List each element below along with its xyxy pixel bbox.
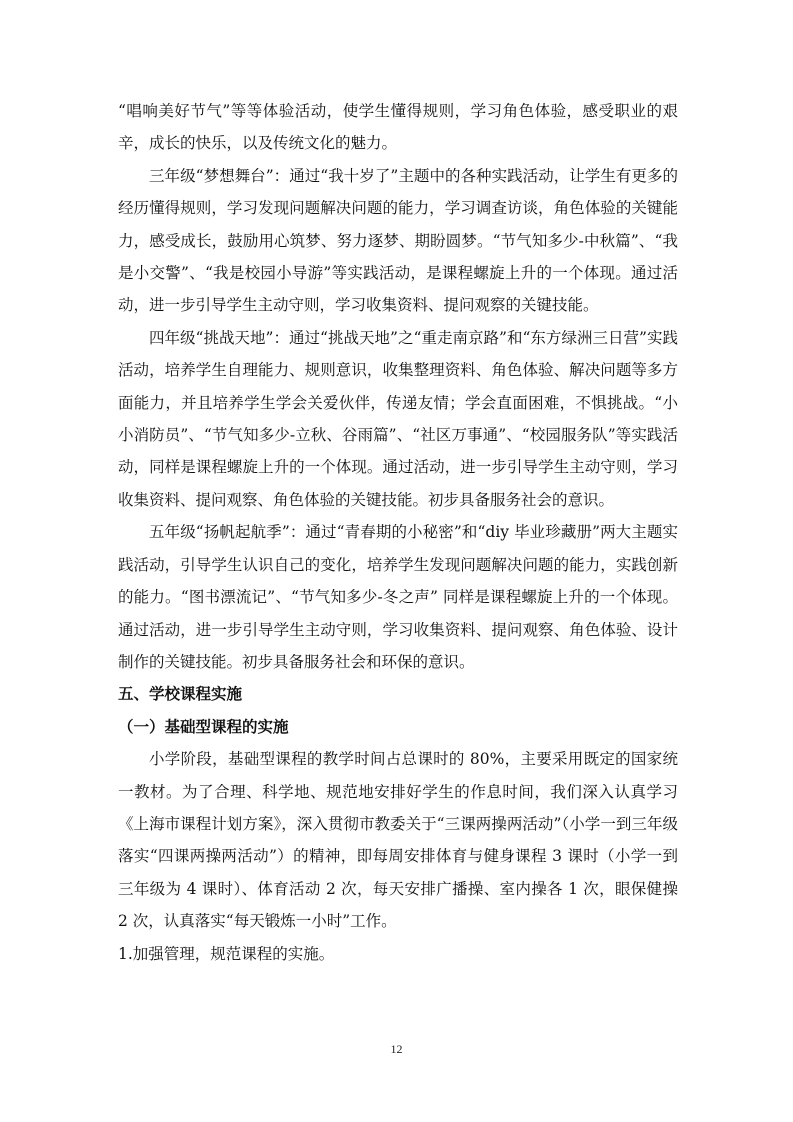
paragraph-grade-4: 四年级“挑战天地”：通过“挑战天地”之“重走南京路”和“东方绿洲三日营”实践活动，培养学生自理能力、规则意识，收集整理资料、角色体验、解决问题等多方面能力，并且培养学生学会关爱伙伴，传递友情；学会直面困难，不惧挑战。“小小消防员”、“节气知多少-立秋、谷雨篇”、“社区万事通”、“校园服务队”等实践活动，同样是课程螺旋上升的一个体现。通过活动，进一步引导学生主动守则，学习收集资料、提问观察、角色体验的关键技能。初步具备服务社会的意识。 <box>118 328 678 509</box>
subsection-heading: （一）基础型课程的实施 <box>118 717 289 736</box>
body-text <box>118 95 678 970</box>
paragraph-basic-curriculum: 小学阶段，基础型课程的教学时间占总课时的 80%，主要采用既定的国家统一教材。为了合理、科学地、规范地安排好学生的作息时间，我们深入认真学习《上海市课程计划方案》，深入贯彻市教委关于“三课两操两活动”（小学一到三年级落实“四课两操两活动”）的精神，即每周安排体育与健身课程 3 课时（小学一到三年级为 4 课时）、体育活动 2 次，每天安排广播操、室内操各 1 次，眼保健操 2 次，认真落实“每天锻炼一小时”工作。 <box>118 750 678 931</box>
paragraph-grade-3: 三年级“梦想舞台”：通过“我十岁了”主题中的各种实践活动，让学生有更多的经历懂得规则，学习发现问题解决问题的能力，学习调查访谈，角色体验的关键能力，感受成长，鼓励用心筑梦、努力逐梦、期盼圆梦。“节气知多少-中秋篇”、“我是小交警”、“我是校园小导游”等实践活动，是课程螺旋上升的一个体现。通过活动，进一步引导学生主动守则，学习收集资料、提问观察的关键技能。 <box>118 166 678 315</box>
section-heading: 五、学校课程实施 <box>118 685 243 704</box>
page-number: 12 <box>390 1042 403 1056</box>
list-item: 1.加强管理，规范课程的实施。 <box>118 944 335 963</box>
paragraph-grade-5: 五年级“扬帆起航季”：通过“青春期的小秘密”和“diy 毕业珍藏册”两大主题实践活动，引导学生认识自己的变化，培养学生发现问题解决问题的能力，实践创新的能力。“图书漂流记”、“节气知多少-冬之声” 同样是课程螺旋上升的一个体现。通过活动，进一步引导学生主动守则，学习收集资料、提问观察、角色体验、设计制作的关键技能。初步具备服务社会和环保的意识。 <box>118 523 678 671</box>
paragraph-1: “唱响美好节气”等等体验活动，使学生懂得规则，学习角色体验，感受职业的艰辛，成长的快乐，以及传统文化的魅力。 <box>118 102 678 153</box>
